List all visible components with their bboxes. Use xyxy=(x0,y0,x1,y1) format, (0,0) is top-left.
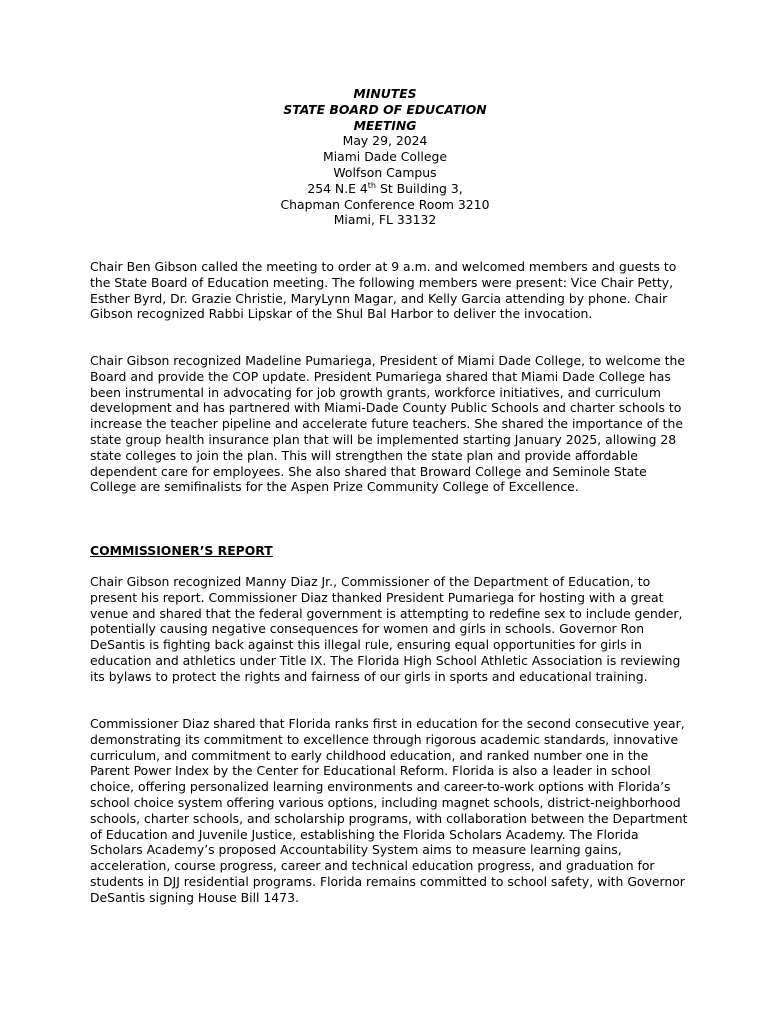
meeting-address xyxy=(0,181,770,197)
meeting-city: Miami, FL 33132 xyxy=(333,212,437,228)
board-title: STATE BOARD OF EDUCATION xyxy=(283,101,487,117)
commissioners-report-heading: COMMISSIONER’S REPORT xyxy=(90,543,273,558)
commissioner-paragraph-2-text: Commissioner Diaz shared that Florida ranks first in education for the second consecutive year, demonstrating its commitment to excellence through rigorous academic standards, innovative curriculum, and commitment to early childhood education, and ranked number one in the Parent Power Index by the Center for Educational Reform. Florida is also a leader in school choice, offering personalized learning environments and career-to-work options with Florida’s school choice system offering various options, including magnet schools, district-neighborhood schools, charter schools, and scholarship programs, with collaboration between the Department of Education and Juvenile Justice, establishing the Florida Scholars Academy. The Florida Scholars Academy’s proposed Accountability System aims to measure learning gains, acceleration, course progress, career and technical education progress, and graduation for students in DJJ residential programs. Florida remains committed to school safety, with Governor DeSantis signing House Bill 1473. xyxy=(90,716,688,905)
meeting-title: MEETING xyxy=(353,117,417,133)
commissioner-paragraph-1 xyxy=(90,574,690,685)
meeting-room: Chapman Conference Room 3210 xyxy=(280,196,490,212)
commissioner-paragraph-1-text: Chair Gibson recognized Manny Diaz Jr., Commissioner of the Department of Education, to present his report. Commissioner Diaz thanked President Pumariega for hosting with a great venue and shared that the federal government is attempting to redefine sex to include gender, potentially causing negative consequences for women and girls in schools. Governor Ron DeSantis is fighting back against this illegal rule, ensuring equal opportunities for girls in education and athletics under Title IX. The Florida High School Athletic Association is reviewing its bylaws to protect the rights and fairness of our girls in sports and educational training. xyxy=(90,574,683,684)
meeting-institution: Miami Dade College xyxy=(323,149,447,165)
opening-paragraph xyxy=(90,259,690,322)
pumariega-paragraph xyxy=(90,353,690,495)
meeting-campus: Wolfson Campus xyxy=(333,164,437,180)
pumariega-paragraph-text: Chair Gibson recognized Madeline Pumariega, President of Miami Dade College, to welcome the Board and provide the COP update. President Pumariega shared that Miami Dade College has been instrumental in advocating for job growth grants, workforce initiatives, and curriculum development and has partnered with Miami-Dade County Public Schools and charter schools to increase the teacher pipeline and accelerate future teachers. She shared the importance of the state group health insurance plan that will be implemented starting January 2025, allowing 28 state colleges to join the plan. This will strengthen the state plan and provide affordable dependent care for employees. She also shared that Broward College and Seminole State College are semifinalists for the Aspen Prize Community College of Excellence. xyxy=(90,353,685,495)
address-building: St Building 3, xyxy=(376,180,463,196)
commissioner-paragraph-2 xyxy=(90,716,690,906)
address-street: 254 N.E 4 xyxy=(307,180,368,196)
document-header xyxy=(0,86,770,228)
meeting-date: May 29, 2024 xyxy=(342,133,428,149)
minutes-title: MINUTES xyxy=(353,86,417,101)
address-ordinal: th xyxy=(367,180,377,190)
opening-paragraph-text: Chair Ben Gibson called the meeting to order at 9 a.m. and welcomed members and guests to the State Board of Education meeting. The following members were present: Vice Chair Petty, Esther Byrd, Dr. Grazie Christie, MaryLynn Magar, and Kelly Garcia attending by phone. Chair Gibson recognized Rabbi Lipskar of the Shul Bal Harbor to deliver the invocation. xyxy=(90,259,677,322)
